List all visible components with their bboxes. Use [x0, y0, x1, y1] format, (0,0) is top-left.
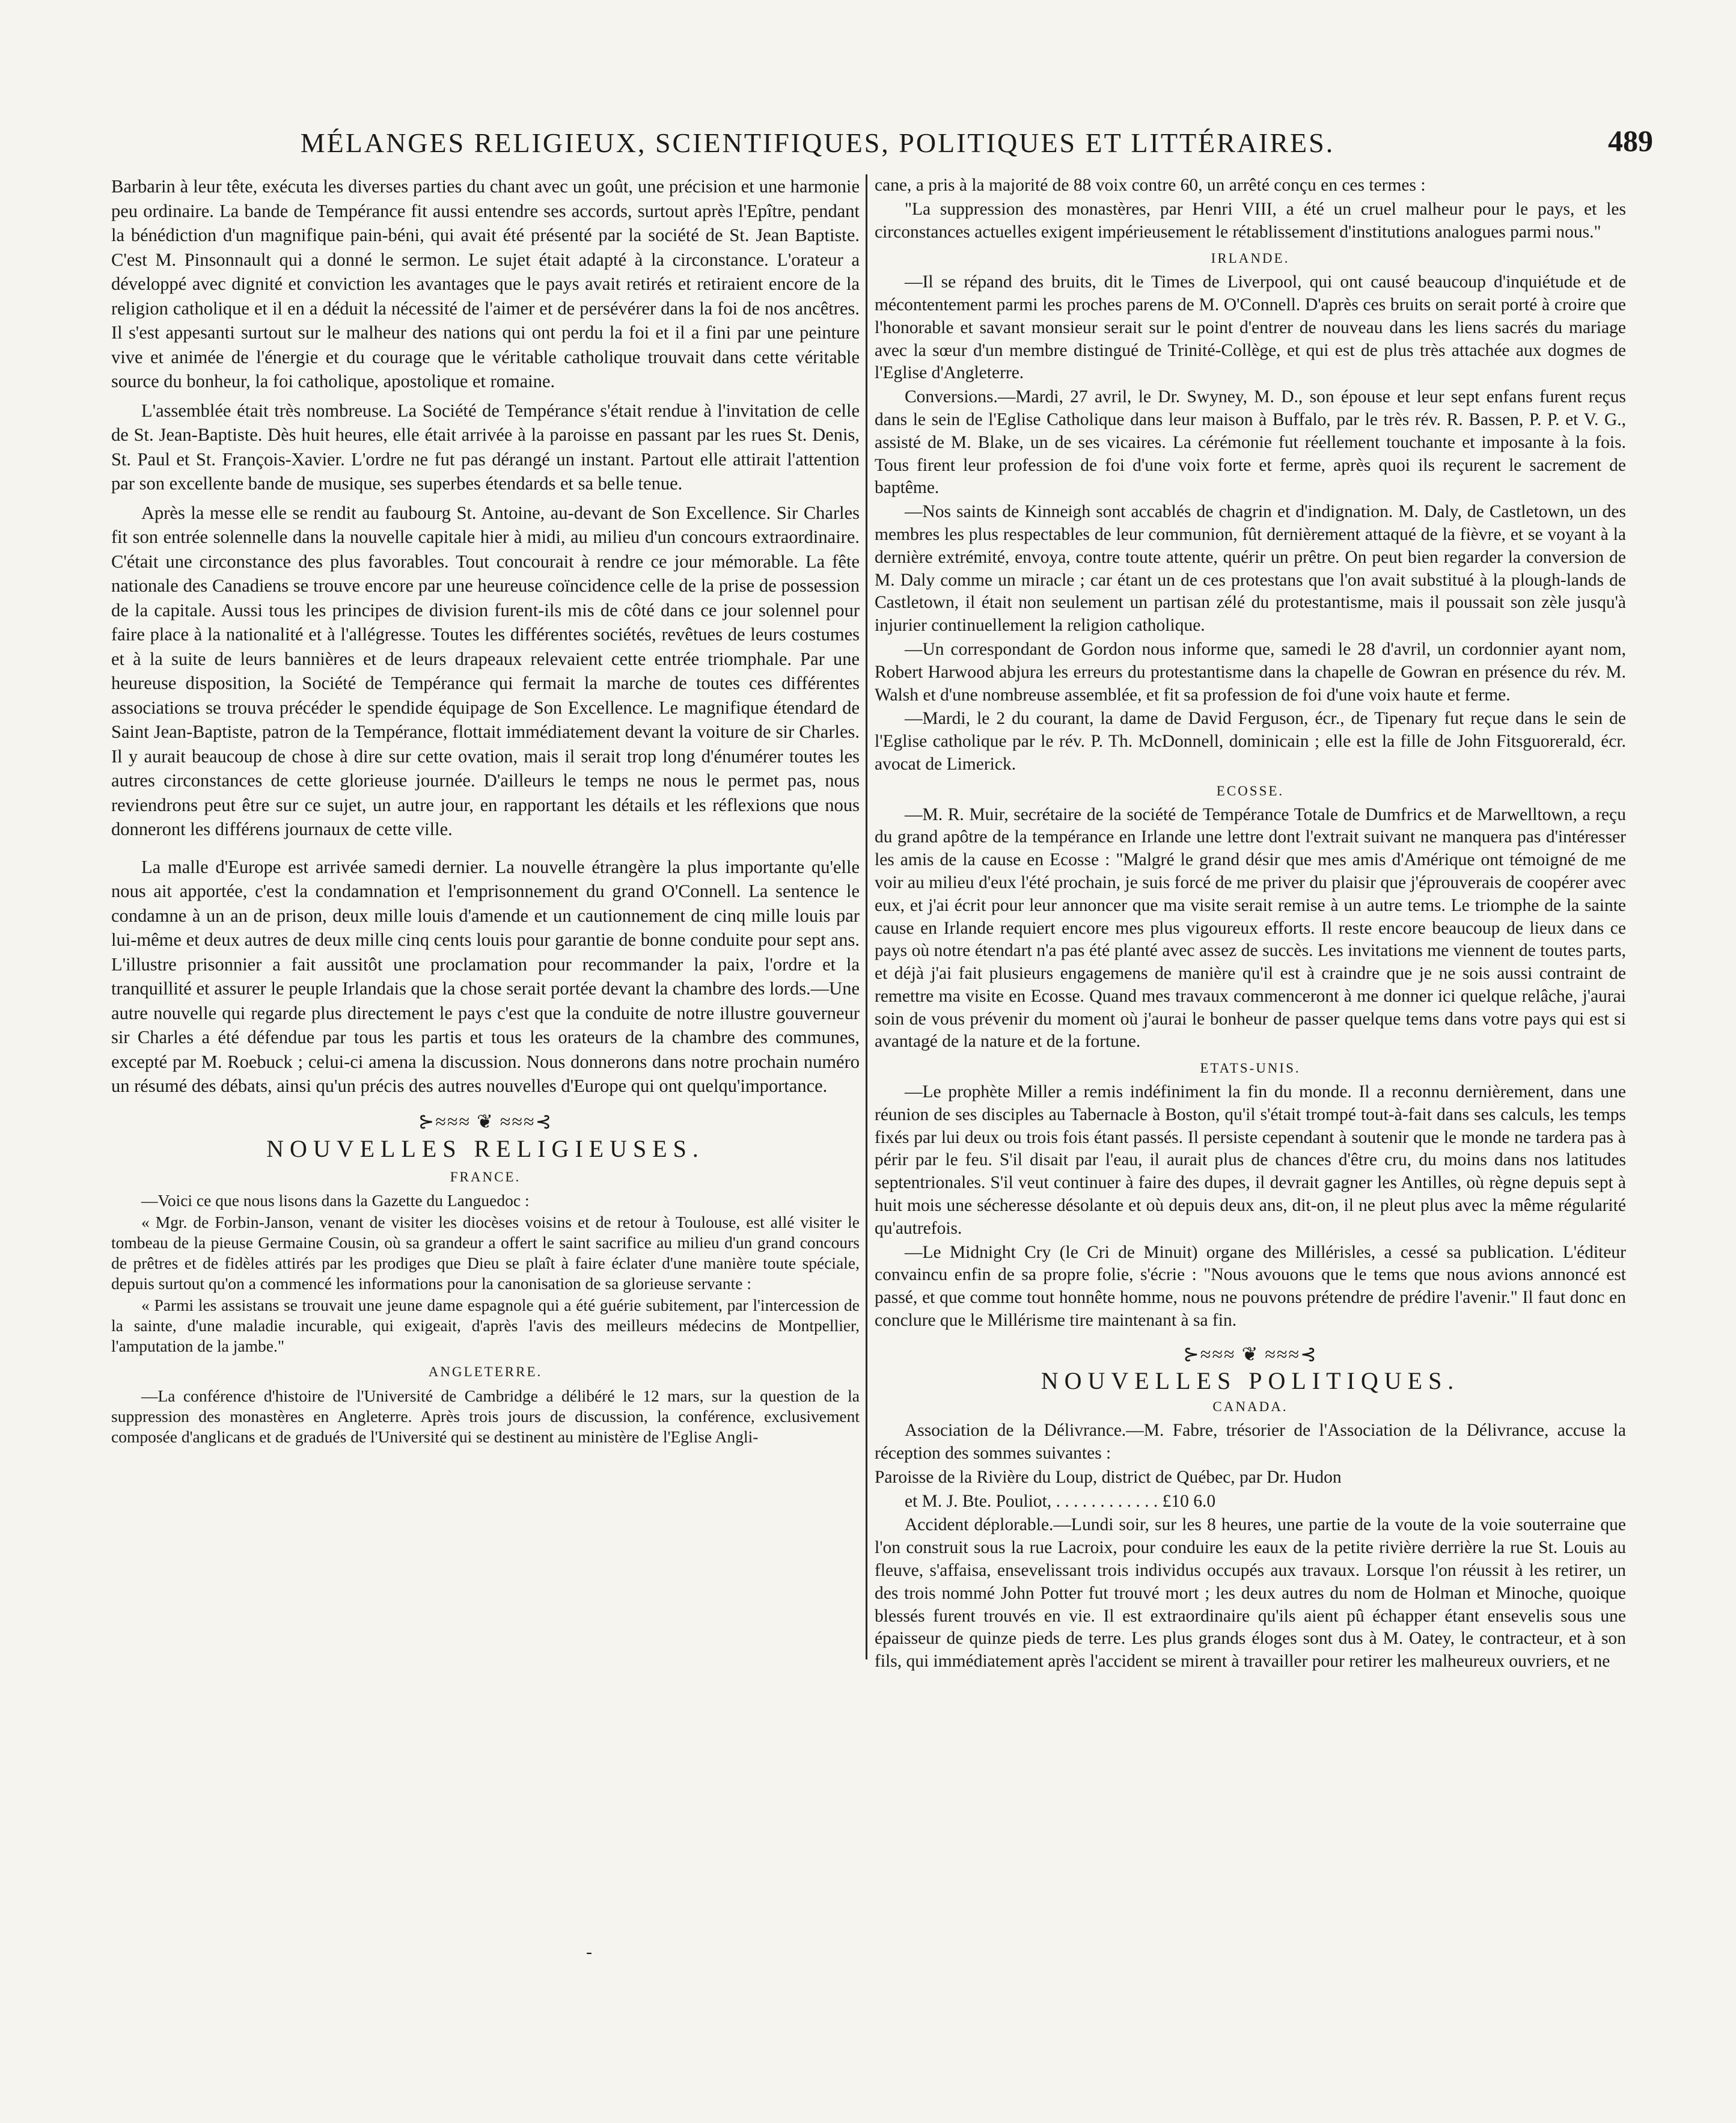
irlande-kinneigh: —Nos saints de Kinneigh sont accablés de chagrin et d'indignation. M. Daly, de Castletown, un des membres les plus respectables de leur communion, fût dernièrement attaqué de la fièvre, et se voyant à la dernière extrémité, envoya, contre toute attente, quérir un prêtre. On peut bien regarder la conversion de M. Daly comme un miracle ; car étant un de ces protestans que l'on avait substitué à la plough-lands de Castletown, il était non seulement un partisan zélé du protestantisme, mais il poussait son zèle jusqu'à injurier continuellement la religion catholique. — [875, 502, 1626, 636]
canada-pouliot-amount: et M. J. Bte. Pouliot, . . . . . . . . . . . . £10 6.0 — [905, 1491, 1216, 1511]
irlande-conversions: Conversions.—Mardi, 27 avril, le Dr. Swyney, M. D., son épouse et leur sept enfans furent reçus dans le sein de l'Eglise Catholique dans leur maison à Buffalo, par le très rév. R. Bassen, P. P. et V. G., assisté de M. Blake, un de ses vicaires. La cérémonie fut réellement touchante et imposante à la fois. Tous firent leur profession de foi d'une voix forte et ferme, après quoi ils reçurent le sacrement de baptême. — [875, 387, 1626, 498]
page-header — [90, 123, 1653, 171]
paragraph-europe-mail: La malle d'Europe est arrivée samedi dernier. La nouvelle étrangère la plus importante qu'elle nous ait apportée, c'est la condamnation et l'emprisonnement du grand O'Connell. La sentence le condamne à un an de prison, deux mille louis d'amende et un cautionnement de cinq mille louis par lui-même et deux autres de deux mille cinq cents louis pour garantie de bonne conduite pour sept ans. L'illustre prisonnier a fait aussitôt une proclamation pour recommander la paix, l'ordre et la tranquillité et assurer le peuple Irlandais que la chose serait portée devant la chambre des lords.—Une autre nouvelle qui regarde plus directement le pays c'est que la conduite de notre illustre gouverneur sir Charles a été défendue par tous les partis et tous les orateurs de la chambre des communes, excepté par M. Roebuck ; celui-ci amena la discussion. Nous donnerons dans notre prochain numéro un résumé des débats, ainsi qu'un précis des autres nouvelles d'Europe qui ont quelqu'importance. — [111, 856, 860, 1096]
bottom-mark-left: - — [586, 1942, 592, 1962]
paragraph-saint-jean-mass: Barbarin à leur tête, exécuta les diverses parties du chant avec un goût, une précision et une harmonie peu ordinaire. La bande de Tempérance fit aussi entendre ses accords, surtout après l'Epître, pendant la bénédiction d'un magnifique pain-béni, qui avait été présenté par la société de St. Jean Baptiste. C'est M. Pinsonnault qui a donné le sermon. Le sujet était adapté à la circonstance. L'orateur a développé avec dignité et conviction les avantages que le pays avait retirés et retiraient encore de la religion catholique et il en a déduit la nécessité de l'aimer et de persévérer dans la foi de nos ancêtres. Il s'est appesanti surtout sur le malheur des nations qui ont perdu la foi et il a fini par une peinture vive et animée de l'énergie et du courage que le véritable catholique trouvait dans cette véritable source du bonheur, la foi catholique, apostolique et romaine. — [111, 176, 860, 391]
left-column — [111, 174, 860, 1447]
etats-midnight-cry: —Le Midnight Cry (le Cri de Minuit) organe des Millérisles, a cessé sa publication. L'éditeur convaincu enfin de sa propre folie, s'écrie : "Nous avouons que le tems que nous avions annoncé est passé, et que comme tout honnête homme, nous ne pouvons prétendre de prédire l'avenir." Il faut donc en conclure que le Millérisme tire maintenant à sa fin. — [875, 1242, 1626, 1331]
canada-riviere-du-loup: Paroisse de la Rivière du Loup, district de Québec, par Dr. Hudon — [875, 1467, 1342, 1487]
irlande-ferguson: —Mardi, le 2 du courant, la dame de David Ferguson, écr., de Tipenary fut reçue dans le sein de l'Eglise catholique par le rév. P. Th. McDonnell, dominicain ; elle est la fille de John Fitsguorerald, écr. avocat de Limerick. — [875, 709, 1626, 774]
running-title: MÉLANGES RELIGIEUX, SCIENTIFIQUES, POLITIQUES ET LITTÉRAIRES. — [300, 127, 1335, 158]
subhead-ecosse: ECOSSE. — [1216, 783, 1285, 798]
paragraph-temperance-society: L'assemblée était très nombreuse. La Société de Tempérance s'était rendue à l'invitation de celle de St. Jean-Baptiste. Dès huit heures, elle était arrivée à la paroisse en passant par les rues St. Denis, St. Paul et St. François-Xavier. L'ordre ne fut pas dérangé un instant. Partout elle attirait l'attention par son excellente bande de musique, ses superbes étendards et sa belle tenue. — [111, 400, 860, 494]
etats-miller: —Le prophète Miller a remis indéfiniment la fin du monde. Il a reconnu dernièrement, dans une réunion de ses disciples au Tabernacle à Boston, qu'il s'était trompé tout-à-fait dans ses calculs, les temps fixés par lui deux ou trois fois étant passés. Il persiste cependant à soutenir que le monde ne tardera pas à périr par le feu. S'il disait par l'eau, il aurait plus de chances d'être cru, du moins dans nos latitudes septentrionales. S'il veut continuer à faire des dupes, il devrait gagner les Antilles, où règne depuis sept à huit mois une sécheresse désolante et où depuis deux ans, dit-on, il ne pleut plus avec la même régularité qu'autrefois. — [875, 1082, 1626, 1238]
subhead-angleterre: ANGLETERRE. — [428, 1364, 543, 1379]
column-rule — [866, 174, 867, 1659]
subhead-france: FRANCE. — [450, 1169, 521, 1184]
canada-delivrance: Association de la Délivrance.—M. Fabre, trésorier de l'Association de la Délivrance, accuse la réception des sommes suivantes : — [875, 1421, 1626, 1463]
subhead-etats-unis: ETATS-UNIS. — [1200, 1061, 1301, 1076]
irlande-gordon: —Un correspondant de Gordon nous informe que, samedi le 28 d'avril, un cordonnier ayant nom, Robert Harwood abjura les erreurs du protestantisme dans la chapelle de Gowran en présence du rév. M. Walsh et d'une nombreuse assemblée, et fit sa profession de foi d'une voix haute et ferme. — [875, 639, 1626, 705]
ecosse-muir: —M. R. Muir, secrétaire de la société de Tempérance Totale de Dumfrics et de Marwelltown, a reçu du grand apôtre de la tempérance en Irlande une lettre dont l'extrait suivant ne manquera pas d'intéresser les amis de la cause en Ecosse : "Malgré le grand désir que mes amis d'Amérique ont témoigné de me voir au milieu d'eux l'été prochain, je suis forcé de me priver du plaisir que j'éprouverais de coopérer avec eux, et j'ai écrit pour leur annoncer que ma visite serait remise à un autre tems. Le triomphe de la sainte cause en Irlande requiert encore mes plus vigoureux efforts. Il reste encore beaucoup de lieux dans ce pays où notre étendart n'a pas été planté avec assez de succès. Les invitations me viennent de toutes parts, et déjà j'ai fait plusieurs engagemens de manière qu'il est à craindre que je ne sois aussi contraint de remettre ma visite en Ecosse. Quand mes travaux commenceront à me donner ici quelque relâche, j'aurai soin de vous prévenir du moment où j'aurai le bonheur de passer quelque tems dans votre pays qui est si avantagé de la nature et de la fortune. — [875, 804, 1626, 1052]
section-title-religious: NOUVELLES RELIGIEUSES. — [266, 1135, 704, 1162]
france-quote-2: « Parmi les assistans se trouvait une jeune dame espagnole qui a été guérie subitement, par l'intercession de la sainte, d'une maladie incurable, qui exigeait, d'après l'avis des meilleurs médecins de Montpellier, l'amputation de la jambe." — [111, 1296, 860, 1355]
france-intro: —Voici ce que nous lisons dans la Gazette du Languedoc : — [141, 1191, 530, 1210]
irlande-oconnell: —Il se répand des bruits, dit le Times de Liverpool, qui ont causé beaucoup d'inquiétude et de mécontentement parmi les proches parens de M. O'Connell. D'après ces bruits on serait porté à croire que l'honorable et savant monsieur serait sur le point d'entrer de nouveau dans les liens sacrés du mariage avec la sœur d'un membre distingué de Trinité-Collège, et qui est de plus très attachée aux dogmes de l'Eglise d'Angleterre. — [875, 272, 1626, 383]
canada-accident: Accident déplorable.—Lundi soir, sur les 8 heures, une partie de la voute de la voie souterraine que l'on construit sous la rue Lacroix, pour conduire les eaux de la petite rivière derrière la rue St. Louis au fleuve, s'affaisa, ensevelissant trois individus occupés aux travaux. Lorsque l'on réussit à les retirer, un des trois nommé John Potter fut trouvé mort ; les deux autres du nom de Holman et Minoche, quoique blessés furent trouvés en vie. Il est extraordinaire qu'ils aient pû échapper étant ensevelis sous une épaisseur de quinze pieds de terre. Les plus grands éloges sont dus à M. Oatey, le contracteur, et à son fils, qui immédiatement après l'accident se mirent à travailler pour retirer les malheureux ouvriers, et ne — [875, 1515, 1626, 1671]
ornament-divider: ⊱≈≈≈ ❦ ≈≈≈⊰ — [418, 1110, 553, 1132]
section-title-political: NOUVELLES POLITIQUES. — [1041, 1367, 1460, 1394]
paragraph-monasteries-quote: "La suppression des monastères, par Henri VIII, a été un cruel malheur pour le pays, et les circonstances actuelles exigent impérieusement le rétablissement d'institutions analogues parmi nous." — [875, 199, 1626, 242]
right-column — [875, 174, 1626, 1673]
paragraph-entry-sir-charles: Après la messe elle se rendit au faubourg St. Antoine, au-devant de Son Excellence. Sir Charles fit son entrée solennelle dans la nouvelle capitale hier à midi, au milieu d'un concours extraordinaire. C'était une circonstance des plus favorables. Tout concourait à rendre ce jour mémorable. La fête nationale des Canadiens se trouve encore par une heureuse coïncidence celle de la prise de possession de la capitale. Aussi tous les principes de division furent-ils mis de côté dans ce jour solennel pour faire place à la nationalité et à l'allégresse. Toutes les différentes sociétés, revêtues de leurs costumes et à la suite de leurs bannières et de leurs drapeaux relevaient cette entrée triomphale. Par une heureuse disposition, la Société de Tempérance qui fermait la marche de toutes ces différentes associations se trouva précéder le spendide équipage de Son Excellence. Le magnifique étendard de Saint Jean-Baptiste, patron de la Tempérance, flottait immédiatement devant la voiture de sir Charles. Il y aurait beaucoup de chose à dire sur cette ovation, mais il serait trop long d'énumérer toutes les autres circonstances de cette glorieuse journée. D'ailleurs le temps ne nous le permet pas, nous reviendrons peut être sur ce sujet, un autre jour, en rapportant les détails et les réflexions que nous donneront les différens journaux de cette ville. — [111, 502, 860, 839]
paragraph-cambridge-cont: cane, a pris à la majorité de 88 voix contre 60, un arrêté conçu en ces termes : — [875, 176, 1426, 195]
france-quote-1: « Mgr. de Forbin-Janson, venant de visiter les diocèses voisins et de retour à Toulouse, est allé visiter le tombeau de la pieuse Germaine Cousin, où sa grandeur a offert le saint sacrifice au milieu d'un grand concours de prêtres et de fidèles attirés par les prodiges que Dieu se plaît à faire éclater d'une manière toute spéciale, depuis surtout qu'on a commencé les informations pour la canonisation de sa glorieuse servante : — [111, 1213, 860, 1293]
page-number: 489 — [1608, 124, 1653, 158]
subhead-canada: CANADA. — [1212, 1399, 1288, 1415]
ornament-divider-right: ⊱≈≈≈ ❦ ≈≈≈⊰ — [1183, 1343, 1318, 1365]
angleterre-text: —La conférence d'histoire de l'Université de Cambridge a délibéré le 12 mars, sur la question de la suppression des monastères en Angleterre. Après trois jours de discussion, la conférence, exclusivement composée d'anglicans et de gradués de l'Université qui se destinent au ministère de l'Eglise Angli- — [111, 1386, 860, 1446]
subhead-irlande: IRLANDE. — [1211, 251, 1290, 266]
